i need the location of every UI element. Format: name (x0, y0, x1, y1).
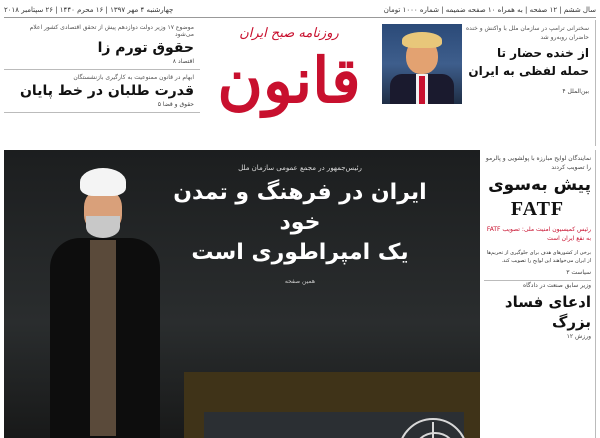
lead-story[interactable] (160, 162, 440, 285)
top-left-story-2[interactable]: ابهام در قانون ممنوعیت به کارگیری بازنشستگان قدرت طلبان در خط پایان حقوق و قضا ۵ (4, 70, 200, 113)
logo-subtitle: روزنامه صبح ایران (239, 26, 339, 41)
lead-headline-line-2: یک امپراطوری است (191, 240, 409, 265)
newspaper-logo (204, 20, 374, 146)
dateline (4, 2, 596, 18)
top-left-story-1[interactable]: موضوع ۱۷ وزیر دولت دوازدهم پیش از تحقق اقتصادی کشور اعلام می‌شود حقوق تورم زا اقتصاد ۸ (4, 20, 200, 70)
top-right-meta: بین‌الملل ۴ (562, 88, 589, 95)
date-left: چهارشنبه ۴ مهر ۱۳۹۷ | ۱۶ محرم ۱۴۴۰ | ۲۶ سپتامبر ۲۰۱۸ (4, 5, 174, 14)
logo-title: قانون (217, 44, 361, 117)
lead-headline-line-1: ایران در فرهنگ و تمدن خود (173, 180, 427, 235)
fatf-story[interactable]: نمایندگان لوایح مبارزه با پولشویی و پالرمو را تصویب کردند پیش به‌سوی FATF رئیس کمیسیون امنیت ملی: تصویب FATF به نفع ایران است برخی از کشورهای هدف برای جلوگیری از تحریم‌ها از ایران می‌خواهند این لوایح را تصویب کند. سیاست ۳ (484, 154, 591, 281)
top-right-text (465, 24, 589, 95)
lead-meta: همین صفحه (284, 278, 316, 285)
top-left-stories (4, 20, 200, 146)
rouhani-figure (50, 168, 160, 438)
lead-kicker: رئیس‌جمهور در مجمع عمومی سازمان ملل (238, 164, 362, 172)
top-right-story[interactable] (378, 20, 596, 146)
top-right-headline: از خنده حضار تا حمله لفظی به ایران (468, 46, 589, 78)
top-right-kicker: سخنرانی ترامپ در سازمان ملل با واکنش و خنده حاضران روبه‌رو شد (466, 25, 589, 41)
masthead (0, 0, 600, 150)
corruption-story[interactable]: وزیر سابق صنعت در دادگاه ادعای فساد بزرگ ورزش ۱۲ (504, 282, 591, 340)
date-right: سال ششم | ۱۲ صفحه | به همراه ۱۰ صفحه ضمیمه | شماره ۱۰۰۰ تومان (383, 5, 596, 14)
right-sidebar (484, 150, 596, 438)
trump-photo (382, 24, 462, 104)
